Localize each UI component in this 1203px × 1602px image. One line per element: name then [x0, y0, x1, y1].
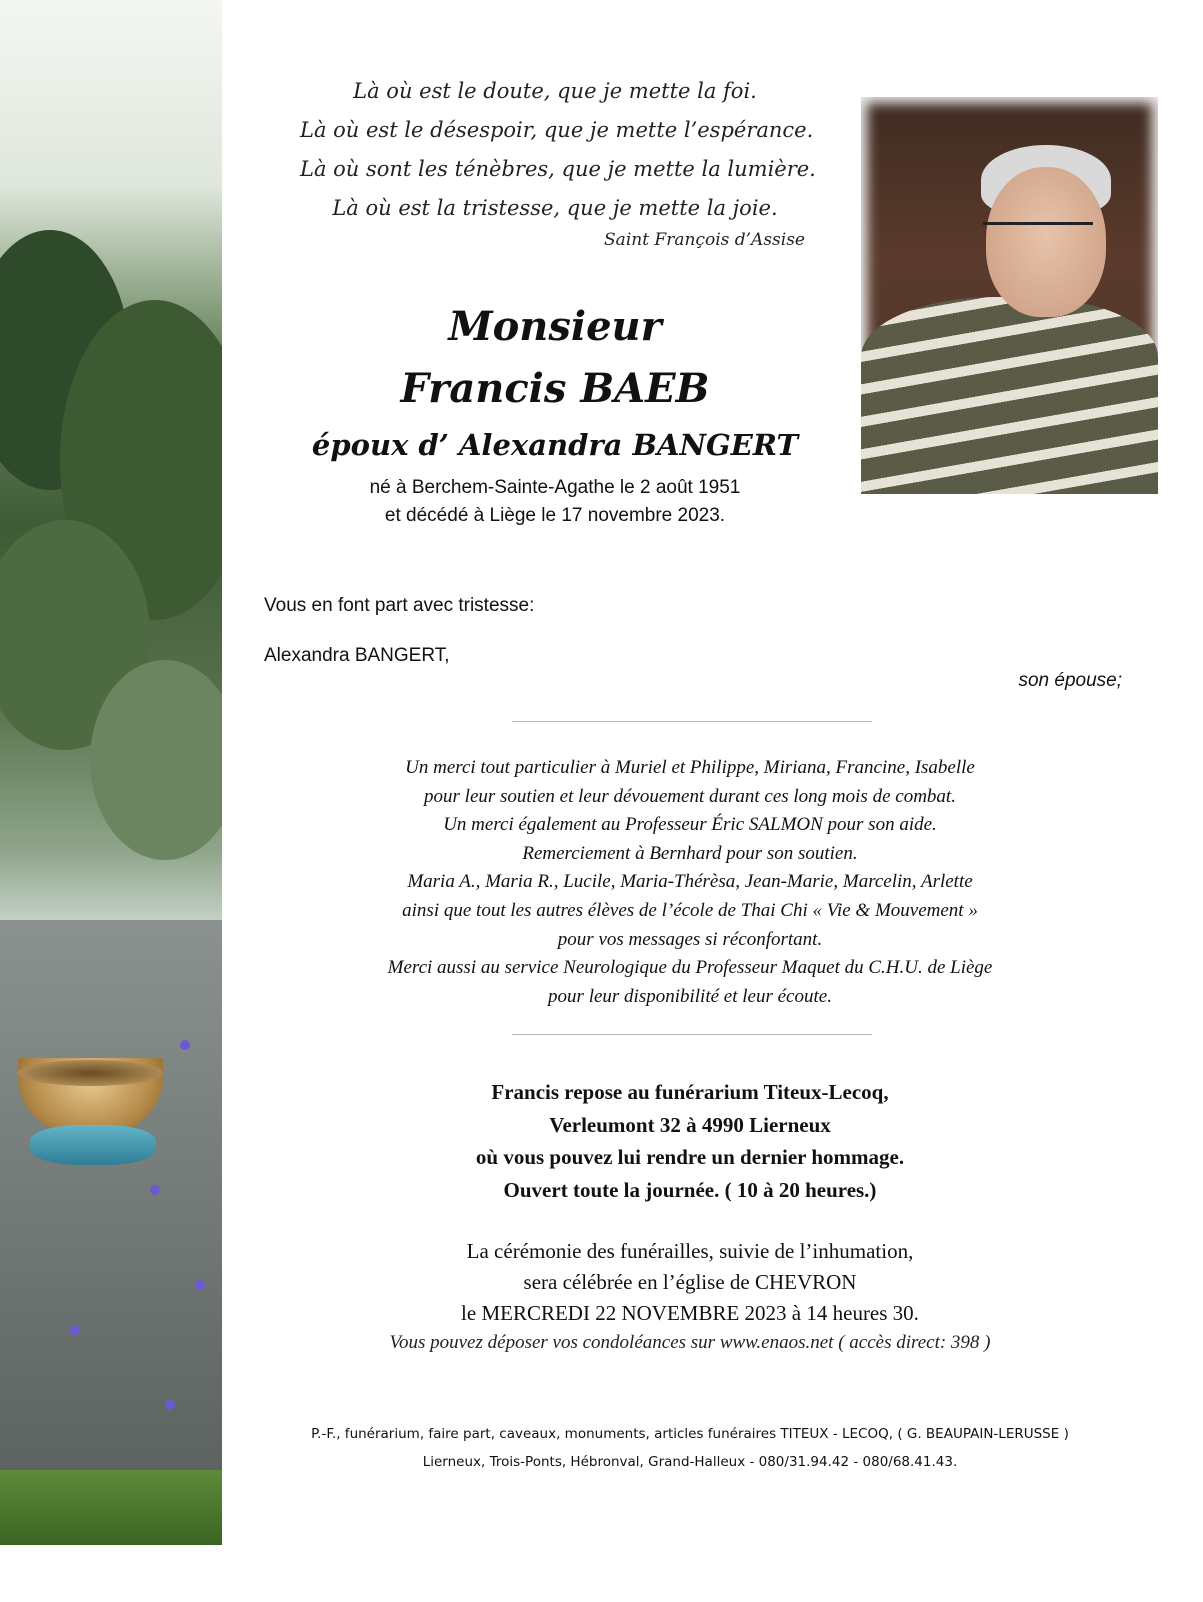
thanks-line: Remerciement à Bernhard pour son soutien. [522, 842, 858, 864]
thanks-line: Merci aussi au service Neurologique du Professeur Maquet du C.H.U. de Liège [387, 957, 993, 979]
family-member-relation: son épouse; [1018, 670, 1122, 691]
deceased-name: Francis BAEB [400, 365, 710, 412]
ceremony-line: La cérémonie des funérailles, suivie de l’inhumation, [466, 1239, 914, 1263]
quote-line: Là où est le désespoir, que je mette l’espérance. [300, 118, 814, 142]
divider [512, 721, 872, 722]
life-dates [300, 474, 810, 530]
quote-line: Là où est la tristesse, que je mette la joie. [332, 196, 778, 220]
thanks-line: pour leur soutien et leur dévouement durant ces long mois de combat. [424, 785, 956, 807]
thanks-line: Un merci tout particulier à Muriel et Philippe, Miriana, Francine, Isabelle [405, 757, 975, 778]
thanks-line: pour leur disponibilité et leur écoute. [548, 985, 832, 1007]
divider [512, 1034, 872, 1035]
quote-line: Là où est le doute, que je mette la foi. [353, 79, 757, 103]
portrait-photo [861, 97, 1158, 494]
quote-author: Saint François d’Assise [604, 230, 805, 250]
funerarium-line: Verleumont 32 à 4990 Lierneux [549, 1112, 831, 1137]
ceremony-line: le MERCREDI 22 NOVEMBRE 2023 à 14 heures 30. [461, 1301, 919, 1325]
family-member-name: Alexandra BANGERT, [264, 645, 450, 666]
footer-line: Lierneux, Trois-Ponts, Hébronval, Grand-Halleux - 080/31.94.42 - 080/68.41.43. [422, 1454, 958, 1470]
death-line: et décédé à Liège le 17 novembre 2023. [384, 505, 726, 526]
birth-line: né à Berchem-Sainte-Agathe le 2 août 1951 [369, 477, 741, 498]
ceremony-info [300, 1236, 1080, 1329]
thanks-line: ainsi que tout les autres élèves de l’école de Thai Chi « Vie & Mouvement » [402, 899, 978, 921]
thanks-line: Maria A., Maria R., Lucile, Maria-Thérèsa, Jean-Marie, Marcelin, Arlette [407, 871, 973, 893]
thanks-section [260, 754, 1120, 1011]
funerarium-line: Ouvert toute la journée. ( 10 à 20 heures.) [503, 1177, 877, 1202]
ceremony-line: sera célébrée en l’église de CHEVRON [523, 1270, 857, 1294]
announcement-intro: Vous en font part avec tristesse: [264, 595, 535, 616]
thanks-line: pour vos messages si réconfortant. [557, 928, 823, 950]
funerarium-line: Francis repose au funérarium Titeux-Lecoq, [491, 1080, 889, 1104]
footer [260, 1420, 1120, 1476]
funerarium-line: où vous pouvez lui rendre un dernier hommage. [475, 1145, 905, 1169]
footer-line: P.-F., funérarium, faire part, caveaux, monuments, articles funéraires TITEUX - LECOQ, ( G. BEAUPAIN-LERUSSE ) [311, 1426, 1069, 1442]
quote-line: Là où sont les ténèbres, que je mette la lumière. [300, 157, 816, 181]
condolences-link-text: Vous pouvez déposer vos condoléances sur www.enaos.net ( accès direct: 398 ) [389, 1332, 991, 1353]
opening-quote [300, 72, 816, 228]
spouse-line: époux d’ Alexandra BANGERT [311, 428, 799, 462]
salutation: Monsieur [448, 303, 662, 350]
side-photo [0, 0, 222, 1545]
funerarium-info [300, 1076, 1080, 1206]
thanks-line: Un merci également au Professeur Éric SALMON pour son aide. [443, 814, 937, 836]
